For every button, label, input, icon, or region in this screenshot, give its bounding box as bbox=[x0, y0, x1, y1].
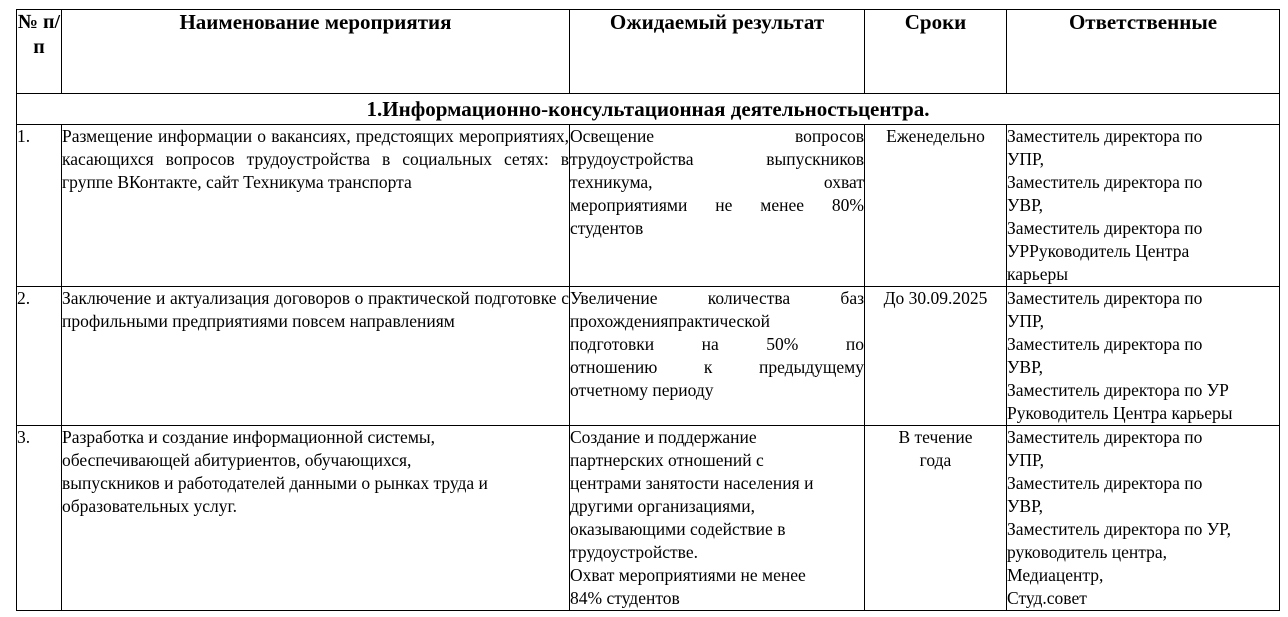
result-line: Увеличение количества баз bbox=[570, 288, 864, 308]
responsible-line: Заместитель директора по bbox=[1007, 427, 1203, 447]
responsible-line: УПР, bbox=[1007, 149, 1044, 169]
result-line: Охват мероприятиями не менее bbox=[570, 565, 806, 585]
result-line: трудоустройства выпускников bbox=[570, 149, 864, 169]
result-line: партнерских отношений с bbox=[570, 450, 764, 470]
table-row bbox=[17, 426, 1280, 611]
header-responsible: Ответственные bbox=[1007, 10, 1280, 94]
result-line: отчетному периоду bbox=[570, 380, 714, 400]
row-term bbox=[865, 426, 1007, 611]
name-line: Разработка и создание информационной системы, bbox=[62, 427, 436, 447]
name-line: обеспечивающей абитуриентов, обучающихся, bbox=[62, 450, 412, 470]
row-num: 3. bbox=[17, 426, 62, 611]
name-line: выпускников и работодателей данными о рынках труда и bbox=[62, 473, 488, 493]
responsible-line: Заместитель директора по bbox=[1007, 172, 1203, 192]
name-line: образовательных услуг. bbox=[62, 496, 238, 516]
row-term: До 30.09.2025 bbox=[865, 287, 1007, 426]
responsible-line: УПР, bbox=[1007, 450, 1044, 470]
row-result bbox=[570, 426, 865, 611]
row-num: 2. bbox=[17, 287, 62, 426]
row-name bbox=[62, 426, 570, 611]
header-name: Наименование мероприятия bbox=[62, 10, 570, 94]
responsible-line: Заместитель директора по УР, bbox=[1007, 519, 1232, 539]
header-term: Сроки bbox=[865, 10, 1007, 94]
section-title: 1.Информационно-консультационная деятельностьцентра. bbox=[17, 94, 1280, 125]
responsible-line: Руководитель Центра карьеры bbox=[1007, 403, 1233, 423]
result-line: Освещение вопросов bbox=[570, 126, 864, 146]
result-line: прохожденияпрактической bbox=[570, 311, 771, 331]
responsible-line: Заместитель директора по bbox=[1007, 473, 1203, 493]
responsible-line: Студ.совет bbox=[1007, 588, 1087, 608]
responsible-line: Заместитель директора по bbox=[1007, 126, 1203, 146]
responsible-line: УВР, bbox=[1007, 357, 1043, 377]
table-header-row bbox=[17, 10, 1280, 94]
responsible-line: УВР, bbox=[1007, 195, 1043, 215]
table-row bbox=[17, 287, 1280, 426]
result-line: трудоустройстве. bbox=[570, 542, 698, 562]
term-line: В течение bbox=[898, 427, 973, 447]
responsible-line: Заместитель директора по bbox=[1007, 218, 1203, 238]
responsible-line: Заместитель директора по bbox=[1007, 334, 1203, 354]
table-row bbox=[17, 125, 1280, 287]
result-line: отношению к предыдущему bbox=[570, 357, 864, 377]
section-row bbox=[17, 94, 1280, 125]
result-line: подготовки на 50% по bbox=[570, 334, 864, 354]
result-line: студентов bbox=[570, 218, 644, 238]
row-num: 1. bbox=[17, 125, 62, 287]
row-name: Заключение и актуализация договоров о практической подготовке с профильными предприятиями повсем направлениям bbox=[62, 287, 570, 426]
result-line: мероприятиями не менее 80% bbox=[570, 195, 864, 215]
header-num: № п/п bbox=[17, 10, 62, 94]
responsible-line: УВР, bbox=[1007, 496, 1043, 516]
row-responsible bbox=[1007, 287, 1280, 426]
result-line: техникума, охват bbox=[570, 172, 864, 192]
responsible-line: Заместитель директора по УР bbox=[1007, 380, 1229, 400]
row-responsible bbox=[1007, 125, 1280, 287]
row-responsible bbox=[1007, 426, 1280, 611]
result-line: оказывающими содействие в bbox=[570, 519, 786, 539]
responsible-line: руководитель центра, bbox=[1007, 542, 1168, 562]
row-term: Еженедельно bbox=[865, 125, 1007, 287]
result-line: Создание и поддержание bbox=[570, 427, 757, 447]
row-name: Размещение информации о вакансиях, предстоящих мероприятиях, касающихся вопросов трудоустройства в социальных сетях: в группе ВКонтакте, сайт Техникума транспорта bbox=[62, 125, 570, 287]
responsible-line: УПР, bbox=[1007, 311, 1044, 331]
result-line: центрами занятости населения и bbox=[570, 473, 814, 493]
responsible-line: карьеры bbox=[1007, 264, 1069, 284]
row-result bbox=[570, 287, 865, 426]
result-line: другими организациями, bbox=[570, 496, 755, 516]
responsible-line: Медиацентр, bbox=[1007, 565, 1104, 585]
responsible-line: Заместитель директора по bbox=[1007, 288, 1203, 308]
header-result: Ожидаемый результат bbox=[570, 10, 865, 94]
responsible-line: УРРуководитель Центра bbox=[1007, 241, 1190, 261]
events-plan-table bbox=[16, 9, 1280, 611]
result-line: 84% студентов bbox=[570, 588, 680, 608]
term-line: года bbox=[919, 450, 952, 470]
row-result bbox=[570, 125, 865, 287]
